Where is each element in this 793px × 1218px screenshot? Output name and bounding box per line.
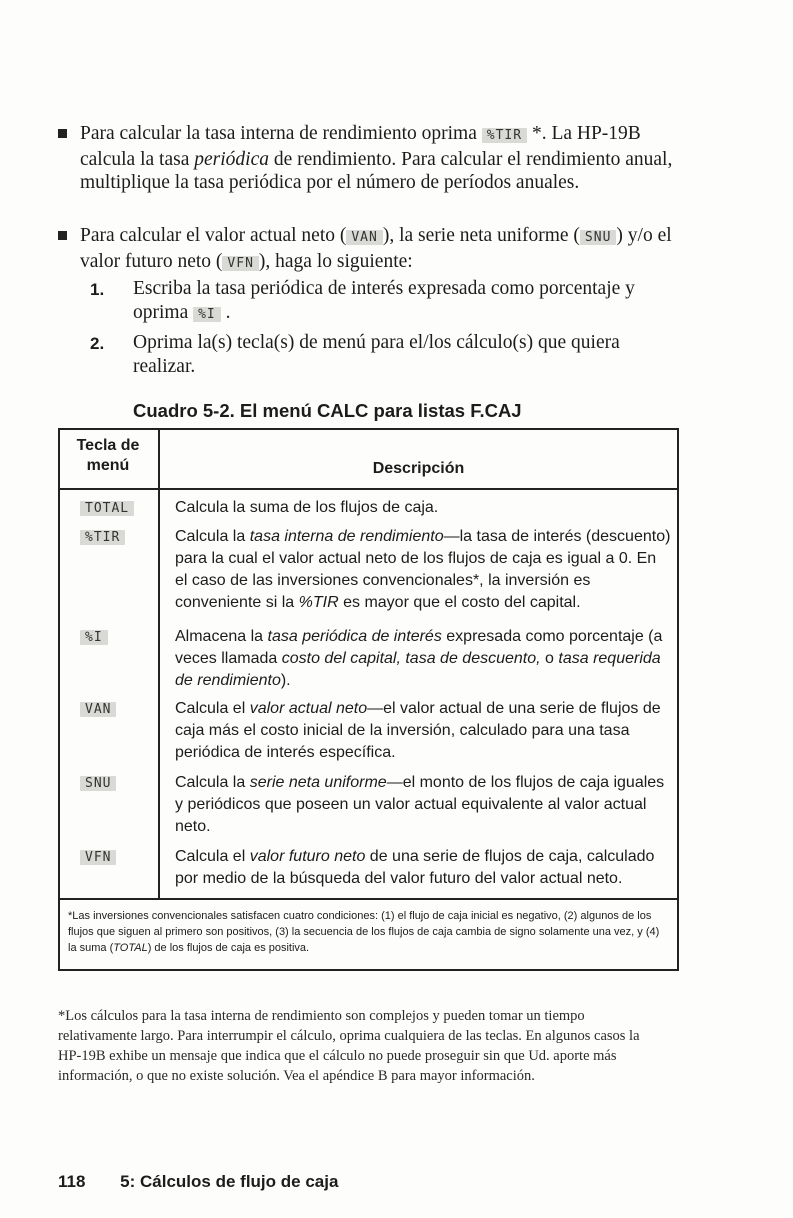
key-snu: SNU <box>580 230 616 245</box>
bullet-icon <box>58 129 67 138</box>
key-tir: %TIR <box>482 128 527 143</box>
row-key: %TIR <box>80 530 125 545</box>
step-number: 1. <box>90 280 105 299</box>
header-description: Descripción <box>372 460 465 477</box>
table-caption: Cuadro 5-2. El menú CALC para listas F.CAJ <box>133 400 522 421</box>
row-description: Almacena la tasa periódica de interés expresada como porcentaje (a veces llamada costo del capital, tasa de descuento, o tasa requerida de rendimiento). <box>175 628 663 689</box>
key-van: VAN <box>346 230 382 245</box>
row-key: %I <box>80 630 108 645</box>
row-key: VFN <box>80 850 116 865</box>
calc-menu-table <box>58 428 679 971</box>
footer-divider <box>60 898 677 900</box>
step-text: Oprima la(s) tecla(s) de menú para el/los cálculo(s) que quiera realizar. <box>133 332 620 377</box>
row-key: TOTAL <box>80 501 134 516</box>
chapter-title: 5: Cálculos de flujo de caja <box>120 1172 339 1191</box>
header-divider <box>60 488 677 490</box>
key-vfn: VFN <box>222 256 258 271</box>
page-footer <box>58 1172 338 1192</box>
row-description: Calcula el valor futuro neto de una serie de flujos de caja, calculado por medio de la búsqueda del valor futuro del valor actual neto. <box>175 848 655 887</box>
header-menu-key: Tecla de menú <box>76 437 140 474</box>
row-key: VAN <box>80 702 116 717</box>
paragraph-tir: Para calcular la tasa interna de rendimiento oprima %TIR *. La HP-19B calcula la tasa periódica de rendimiento. Para calcular el rendimiento anual, multiplique la tasa periódica por el número de períodos anuales. <box>80 123 673 193</box>
paragraph-van: Para calcular el valor actual neto ( VAN ), la serie neta uniforme ( SNU ) y/o el valor futuro neto ( VFN ), haga lo siguiente: <box>80 225 672 272</box>
bullet-icon <box>58 231 67 240</box>
row-key: SNU <box>80 776 116 791</box>
step-text: Escriba la tasa periódica de interés expresada como porcentaje y oprima %I . <box>133 278 635 323</box>
row-description: Calcula la tasa interna de rendimiento—la tasa de interés (descuento) para la cual el valor actual neto de los flujos de caja es igual a 0. En el caso de las inversiones convencionales*, la inversión es conveniente si la %TIR es mayor que el costo del capital. <box>175 528 671 611</box>
row-description: Calcula el valor actual neto—el valor actual de una serie de flujos de caja más el costo inicial de la inversión, calculado para una tasa periódica de interés específica. <box>175 700 661 761</box>
page-number: 118 <box>58 1172 86 1191</box>
row-description: Calcula la serie neta uniforme—el monto de los flujos de caja iguales y periódicos que poseen un valor actual equivalente al valor actual neto. <box>175 774 665 835</box>
table-footnote: *Las inversiones convencionales satisfacen cuatro condiciones: (1) el flujo de caja inicial es negativo, (2) algunos de los flujos que siguen al primero son positivos, (3) la secuencia de los flujos de caja cambia de signo solamente una vez, y (4) la suma (TOTAL) de los flujos de caja es positiva. <box>68 910 660 954</box>
step-number: 2. <box>90 334 105 353</box>
page-footnote: *Los cálculos para la tasa interna de rendimiento son complejos y pueden tomar un tiempo relativamente largo. Para interrumpir el cálculo, oprima cualquiera de las teclas. En algunos casos la HP-19B exhibe un mensaje que indica que el cálculo no puede proseguir sin que Ud. aporte más información, o que no existe solución. Vea el apéndice B para mayor información. <box>58 1008 640 1084</box>
key-i: %I <box>193 307 221 322</box>
row-description: Calcula la suma de los flujos de caja. <box>175 499 439 516</box>
column-divider <box>158 430 160 898</box>
